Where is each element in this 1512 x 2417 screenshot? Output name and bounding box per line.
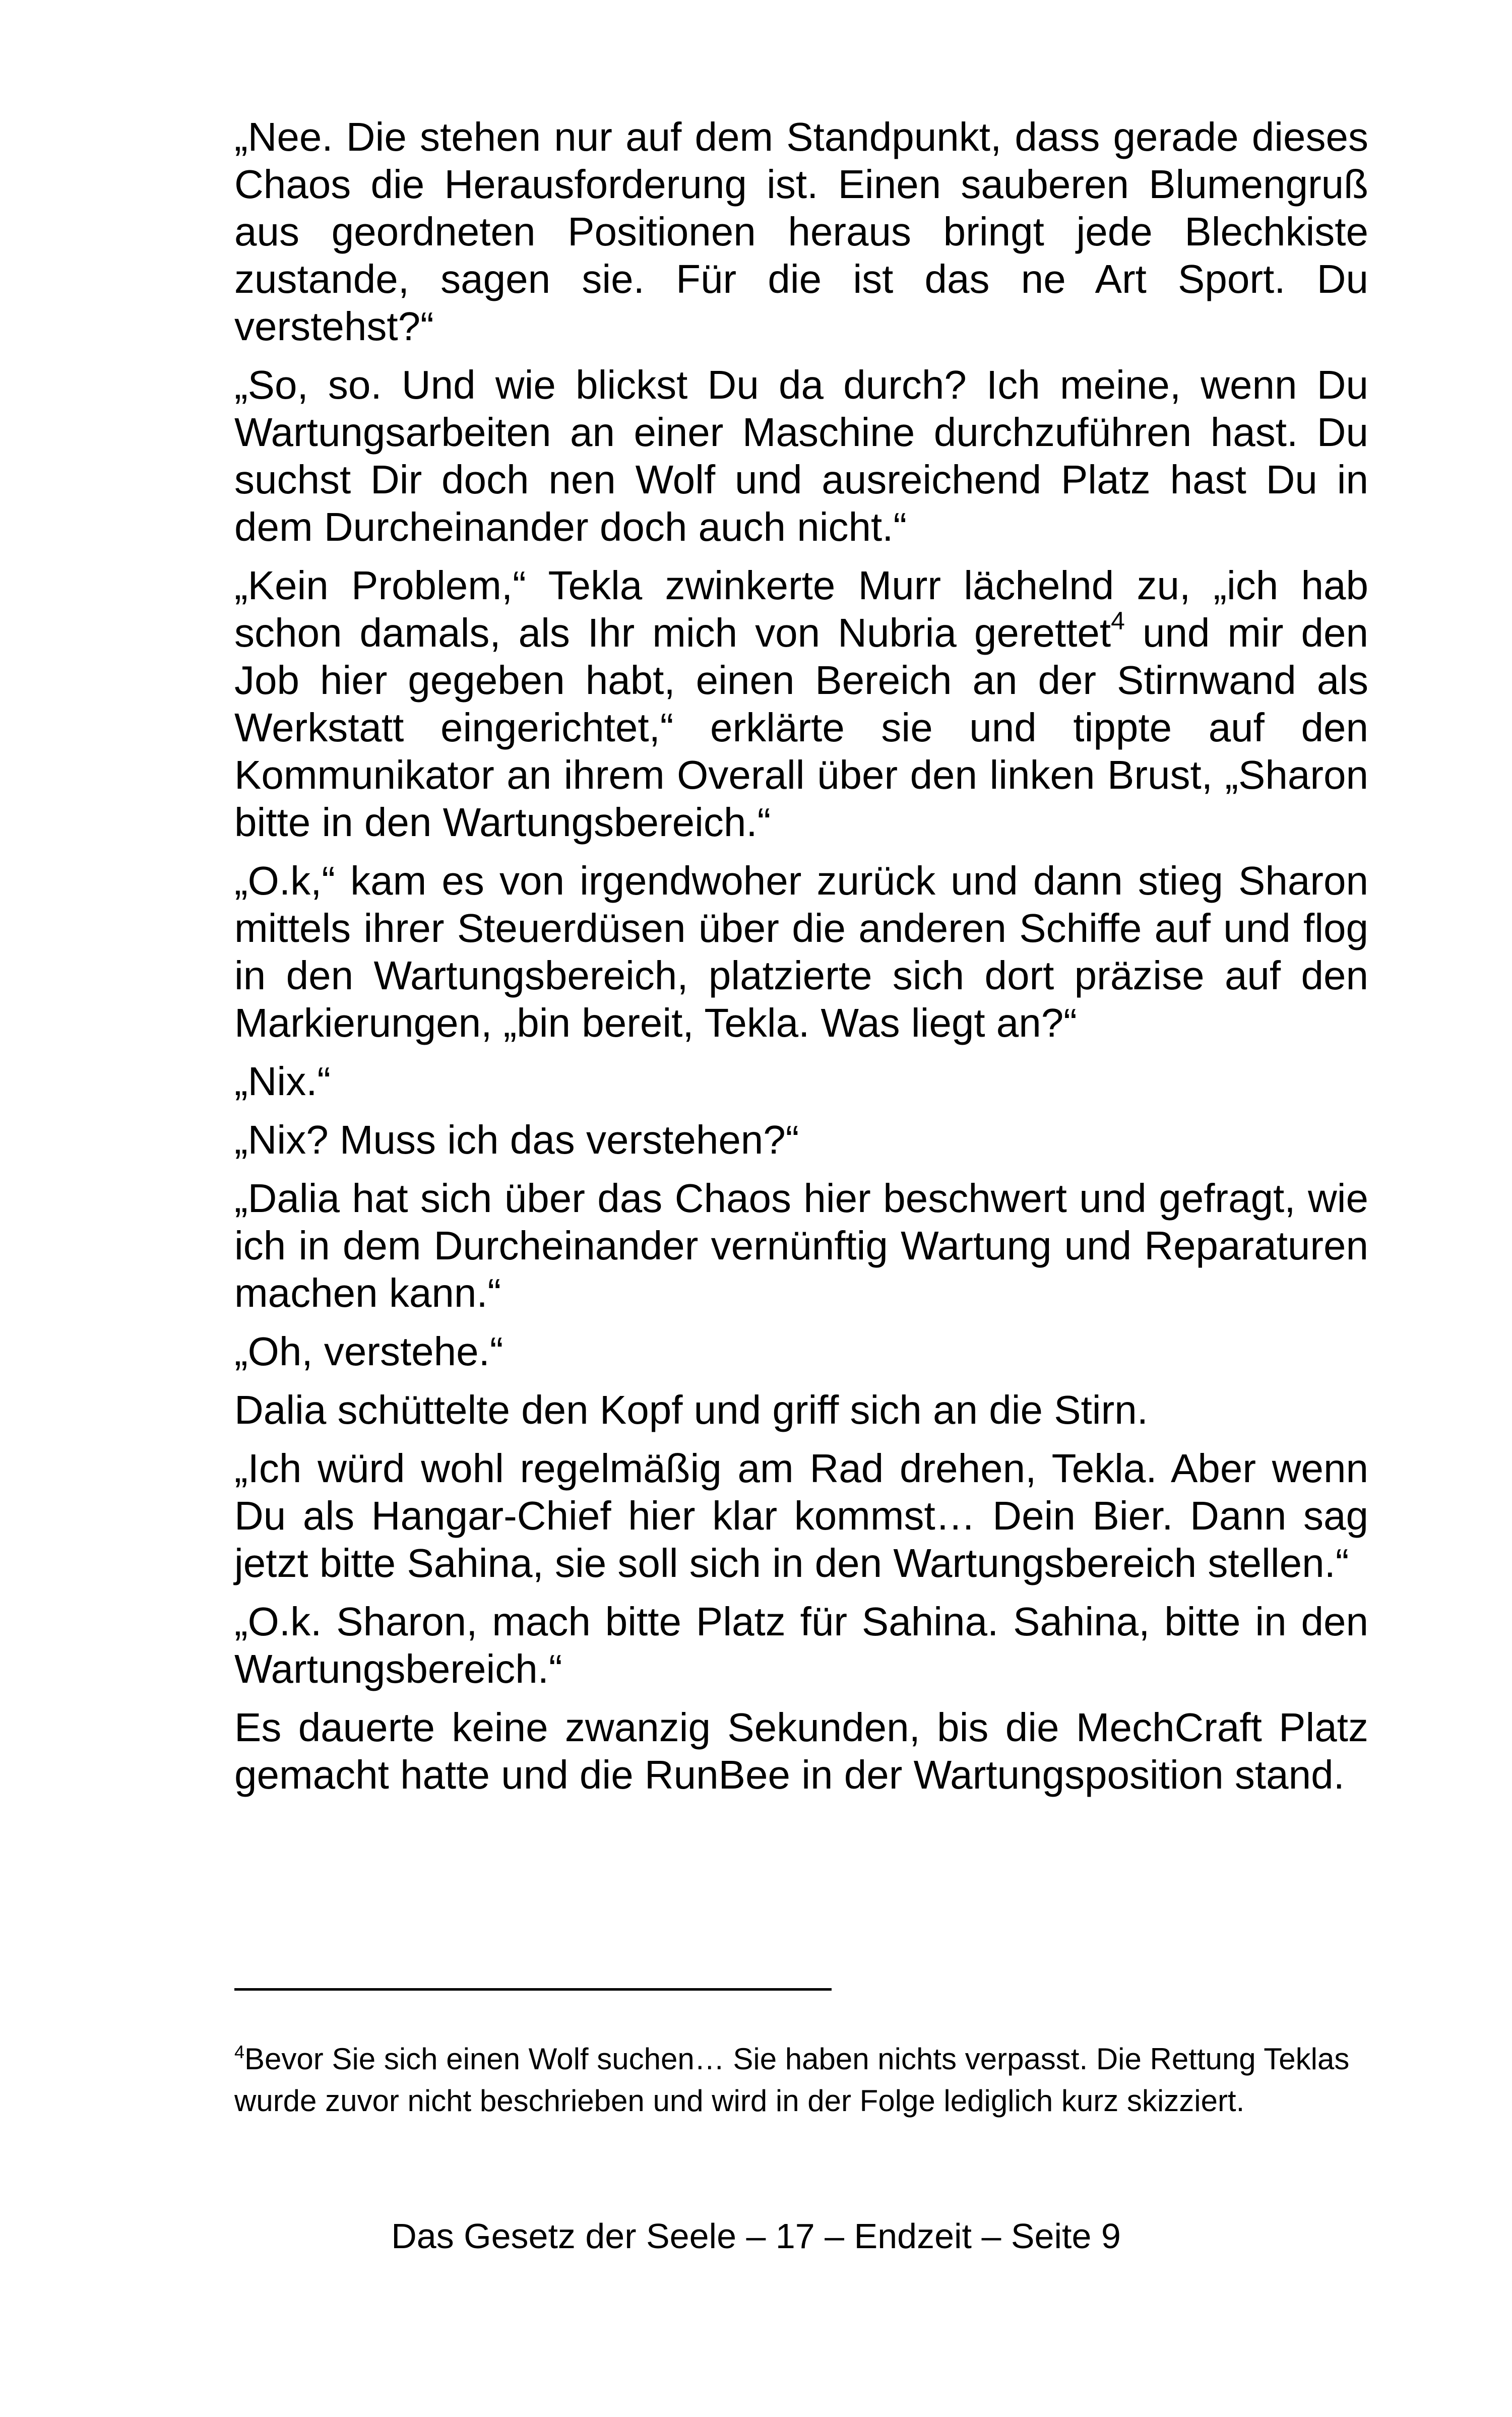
paragraph-3-text-after-reference: und mir den Job hier gegeben habt, einen Bereich an der Stirnwand als Werkstatt eingerichtet,“ erklärte sie und tippte auf den Kommunikator an ihrem Overall über den linken Brust, „Sharon bitte in den Wartungsbereich.“ bbox=[234, 610, 1368, 845]
footnote-text: Bevor Sie sich einen Wolf suchen… Sie haben nichts verpasst. Die Rettung Teklas wurde zuvor nicht beschrieben und wird in der Folge lediglich kurz skizziert. bbox=[234, 2042, 1350, 2118]
paragraph-4: „O.k,“ kam es von irgendwoher zurück und dann stieg Sharon mittels ihrer Steuerdüsen über die anderen Schiffe auf und flog in den Wartungsbereich, platzierte sich dort präzise auf den Markierungen, „bin bereit, Tekla. Was liegt an?“ bbox=[234, 858, 1368, 1045]
footnote bbox=[234, 2040, 1368, 2120]
footnote-reference: 4 bbox=[1111, 607, 1125, 635]
footnote-separator bbox=[234, 1988, 832, 1991]
page-footer: Das Gesetz der Seele – 17 – Endzeit – Seite 9 bbox=[391, 2216, 1121, 2256]
body-text bbox=[234, 113, 1368, 1810]
paragraph-10: „Ich würd wohl regelmäßig am Rad drehen, Tekla. Aber wenn Du als Hangar-Chief hier klar kommst… Dein Bier. Dann sag jetzt bitte Sahina, sie soll sich in den Wartungsbereich stellen.“ bbox=[234, 1446, 1368, 1585]
paragraph-12: Es dauerte keine zwanzig Sekunden, bis die MechCraft Platz gemacht hatte und die RunBee in der Wartungsposition stand. bbox=[234, 1705, 1368, 1797]
paragraph-3-text-before-reference: „Kein Problem,“ Tekla zwinkerte Murr lächelnd zu, „ich hab schon damals, als Ihr mich von Nubria gerettet bbox=[234, 563, 1368, 655]
footnote-mark: 4 bbox=[234, 2042, 245, 2062]
paragraph-11: „O.k. Sharon, mach bitte Platz für Sahina. Sahina, bitte in den Wartungsbereich.“ bbox=[234, 1599, 1368, 1691]
paragraph-9: Dalia schüttelte den Kopf und griff sich an die Stirn. bbox=[234, 1387, 1148, 1432]
paragraph-6: „Nix? Muss ich das verstehen?“ bbox=[234, 1117, 799, 1162]
paragraph-8: „Oh, verstehe.“ bbox=[234, 1329, 503, 1374]
paragraph-7: „Dalia hat sich über das Chaos hier beschwert und gefragt, wie ich in dem Durcheinander vernünftig Wartung und Reparaturen machen kann.“ bbox=[234, 1176, 1368, 1315]
paragraph-3 bbox=[234, 562, 1368, 846]
paragraph-2: „So, so. Und wie blickst Du da durch? Ich meine, wenn Du Wartungsarbeiten an einer Maschine durchzuführen hast. Du suchst Dir doch nen Wolf und ausreichend Platz hast Du in dem Durcheinander doch auch nicht.“ bbox=[234, 362, 1368, 549]
paragraph-5: „Nix.“ bbox=[234, 1059, 331, 1104]
paragraph-1: „Nee. Die stehen nur auf dem Standpunkt, dass gerade dieses Chaos die Herausforderung ist. Einen sauberen Blumengruß aus geordneten Positionen heraus bringt jede Blechkiste zustande, sagen sie. Für die ist das ne Art Sport. Du verstehst?“ bbox=[234, 114, 1368, 349]
